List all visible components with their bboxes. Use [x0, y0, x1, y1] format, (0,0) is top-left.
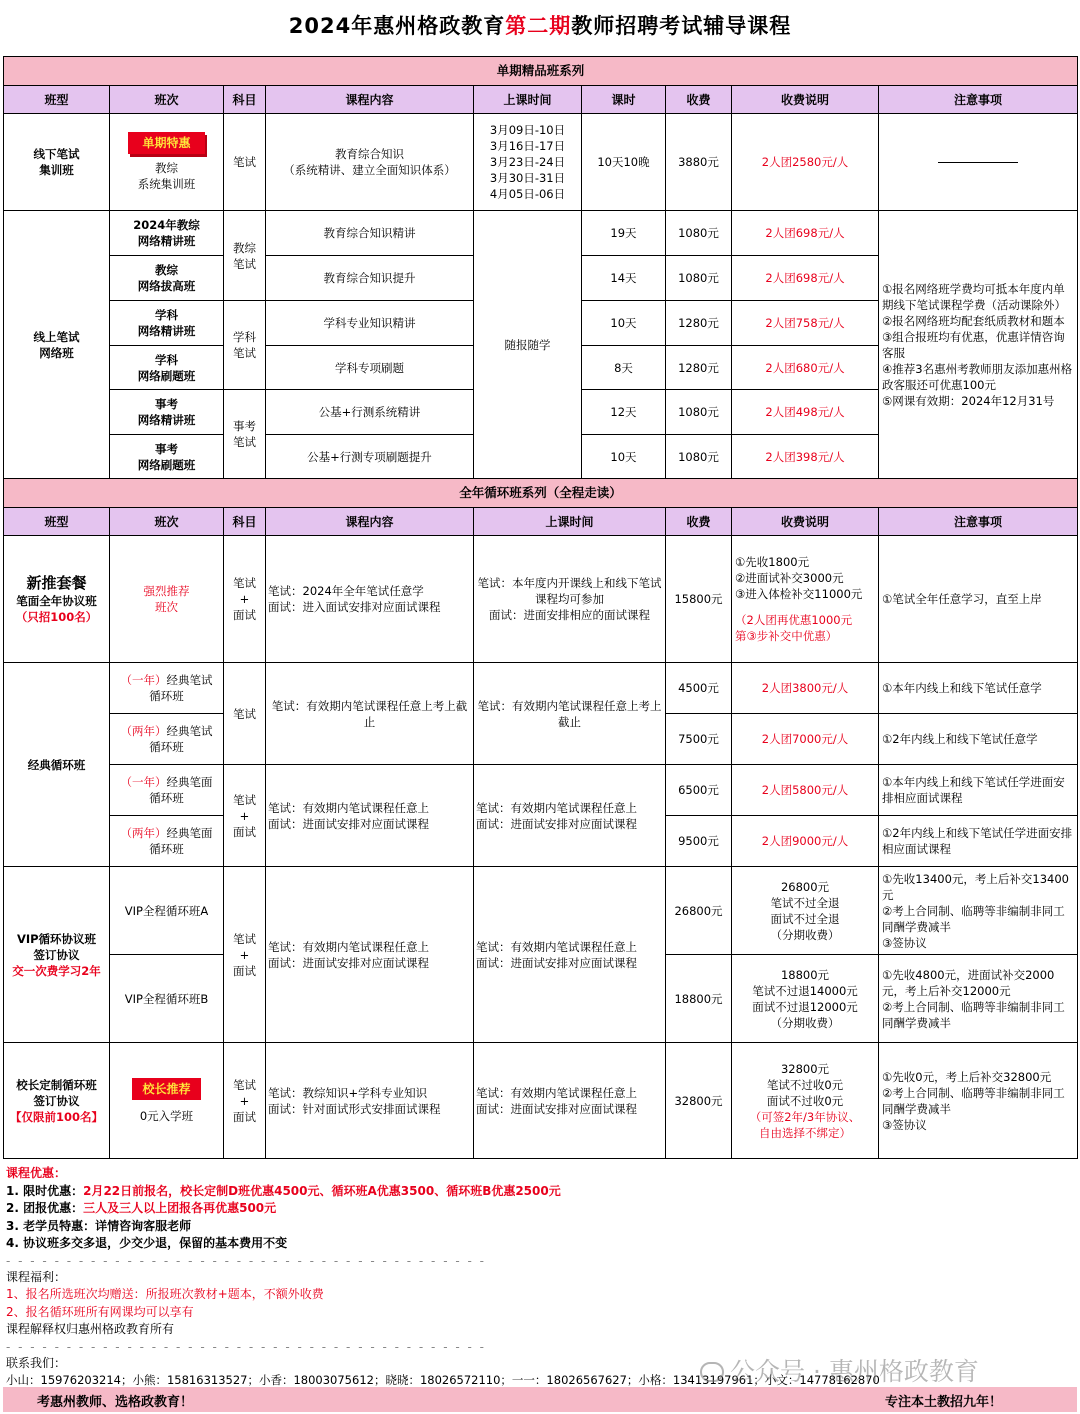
table-row: （两年）经典笔试 循环班 7500元 2人团7000元/人 ①2年内线上和线下笔试任意学	[4, 714, 1078, 765]
table-row: 线下笔试 集训班 单期特惠 教综 系统集训班 笔试 教育综合知识 （系统精讲、建立全面知识体系） 3月09日-10日 3月16日-17日 3月23日-24日 3月30日-31日 4月05日-06日 10天10晚 3880元 2人团2580元/人	[4, 114, 1078, 211]
wechat-watermark: 公众号 · 惠州格政教育	[700, 1352, 979, 1388]
table-row: 新推套餐 笔面全年协议班 （只招100名） 强烈推荐 班次 笔试 + 面试 笔试：2024年全年笔试任意学 面试：进入面试安排对应面试课程 笔试：本年度内开课线上和线下笔试课程均可参加 面试：进面安排相应的面试课程 15800元 ①先收1800元 ②进面试补交3000元 ③进入体检补交11000元 （2人团再优惠1000元 第③步补交中优惠） ①笔试全年任意学习，直至上岸	[4, 536, 1078, 663]
table-row: 教综 网络拔高班 教育综合知识提升 14天 1080元 2人团698元/人	[4, 256, 1078, 301]
page-title: 2024年惠州格政教育第二期教师招聘考试辅导课程	[288, 14, 792, 38]
strong-recommend: 强烈推荐 班次	[110, 536, 224, 663]
section-title-single: 单期精品班系列	[4, 57, 1078, 86]
table-row: 学科 网络刷题班 学科专项刷题 8天 1280元 2人团680元/人	[4, 346, 1078, 390]
bottom-slogan-bar: 考惠州教师、选格政教育！ 专注本土教招九年！	[3, 1387, 1077, 1412]
special-offer-badge: 单期特惠	[128, 132, 204, 154]
section-title-annual: 全年循环班系列（全程走读）	[4, 479, 1078, 508]
table-row: 经典循环班 （一年）经典笔试 循环班 笔试 笔试：有效期内笔试课程任意上考上截止 笔试：有效期内笔试课程任意上考上截止 4500元 2人团3800元/人 ①本年内线上和线下笔试任意学	[4, 663, 1078, 714]
table-row: VIP全程循环班B 18800元 18800元 笔试不过退14000元 面试不过退12000元 （分期收费） ①先收4800元，进面试补交2000元，考上后补交12000元 ②考上合同制、临聘等非编制非同工同酬学费减半	[4, 955, 1078, 1043]
table-row: 校长定制循环班 签订协议 【仅限前100名】 校长推荐 0元入学班 笔试 + 面试 笔试：教综知识+学科专业知识 面试：针对面试形式安排面试课程 笔试：有效期内笔试课程任意上 面试：进面试安排对应面试课程 32800元 32800元 笔试不过收0元 面试不过收0元 （可签2年/3年协议、 自由选择不绑定） ①先收0元，考上后补交32800元 ②考上合同制、临聘等非编制非同工同酬学费减半 ③签协议	[4, 1043, 1078, 1159]
table-row: 学科 网络精讲班 学科 笔试 学科专业知识精讲 10天 1280元 2人团758元/人	[4, 301, 1078, 346]
course-table	[3, 56, 1078, 1159]
empty-dash	[938, 162, 1018, 163]
wechat-icon	[700, 1362, 724, 1382]
table-row: 线上笔试 网络班 2024年教综 网络精讲班 教综 笔试 教育综合知识精讲 随报随学 19天 1080元 2人团698元/人 ①报名网络班学费均可抵本年度内单期线下笔试课程学费（活动课除外） ②报名网络班均配套纸质教材和题本 ③组合报班均有优惠，优惠详情咨询客服 ④推荐3名惠州考教师朋友添加惠州格政客服还可优惠100元 ⑤网课有效期：2024年12月31号	[4, 211, 1078, 256]
contact-list: 小山：15976203214；小熊：15816313527；小香：18003075612；晓晓：18026572110；一一：18026567627；小格：13413197961；小文：14778162870	[6, 1373, 880, 1387]
principal-badge: 校长推荐	[132, 1078, 200, 1100]
table-row: 事考 网络刷题班 公基+行测专项刷题提升 10天 1080元 2人团398元/人	[4, 435, 1078, 479]
table-header-2: 班型 班次 科目 课程内容 上课时间 收费 收费说明 注意事项	[4, 508, 1078, 536]
table-row: （两年）经典笔面 循环班 9500元 2人团9000元/人 ①2年内线上和线下笔试任学进面安排相应面试课程	[4, 816, 1078, 867]
table-row: VIP循环协议班 签订协议 交一次费学习2年 VIP全程循环班A 笔试 + 面试 笔试：有效期内笔试课程任意上 面试：进面试安排对应面试课程 笔试：有效期内笔试课程任意上 面试：进面试安排对应面试课程 26800元 26800元 笔试不过全退 面试不过全退 （分期收费） ①先收13400元，考上后补交13400元 ②考上合同制、临聘等非编制非同工同酬学费减半 ③签协议	[4, 867, 1078, 955]
footer-info: 课程优惠： 1. 限时优惠：2月22日前报名，校长定制D班优惠4500元、循环班A优惠3500、循环班B优惠2500元 2. 团报优惠：三人及三人以上团报各再优惠500元 3. 老学员特惠：详情咨询客服老师 4. 协议班多交多退，少交少退，保留的基本费用不变 - - - - - - - - - - - - - - - - - - - - - - - - - - - - - - - - - - - - - - - - 课程福利： 1、报名所选班次均赠送：所报班次教材+题本，不额外收费 2、报名循环班所有网课均可以享有 课程解释权归惠州格政教育所有 - - - - - - - - - - - - - - - - - - - - - - - - - - - - - - - - - - - - - - - - 联系我们： 小山：15976203214；小熊：15816313527；小香：18003075612；晓晓：18026572110；一一：18026567627；小格：13413197961；小文：14778162870	[6, 1165, 1074, 1390]
online-notes: ①报名网络班学费均可抵本年度内单期线下笔试课程学费（活动课除外） ②报名网络班均配套纸质教材和题本 ③组合报班均有优惠，优惠详情咨询客服 ④推荐3名惠州考教师朋友添加惠州格政客服还可优惠100元 ⑤网课有效期：2024年12月31号	[879, 211, 1078, 479]
class-name: 教综 系统集训班	[137, 161, 196, 191]
table-row: （一年）经典笔面 循环班 笔试 + 面试 笔试：有效期内笔试课程任意上 面试：进面试安排对应面试课程 笔试：有效期内笔试课程任意上 面试：进面试安排对应面试课程 6500元 2人团5800元/人 ①本年内线上和线下笔试任学进面安排相应面试课程	[4, 765, 1078, 816]
class-type: 线下笔试 集训班	[4, 114, 110, 211]
table-row: 事考 网络精讲班 事考 笔试 公基+行测系统精讲 12天 1080元 2人团498元/人	[4, 390, 1078, 435]
table-header-1: 班型 班次 科目 课程内容 上课时间 课时 收费 收费说明 注意事项	[4, 86, 1078, 114]
